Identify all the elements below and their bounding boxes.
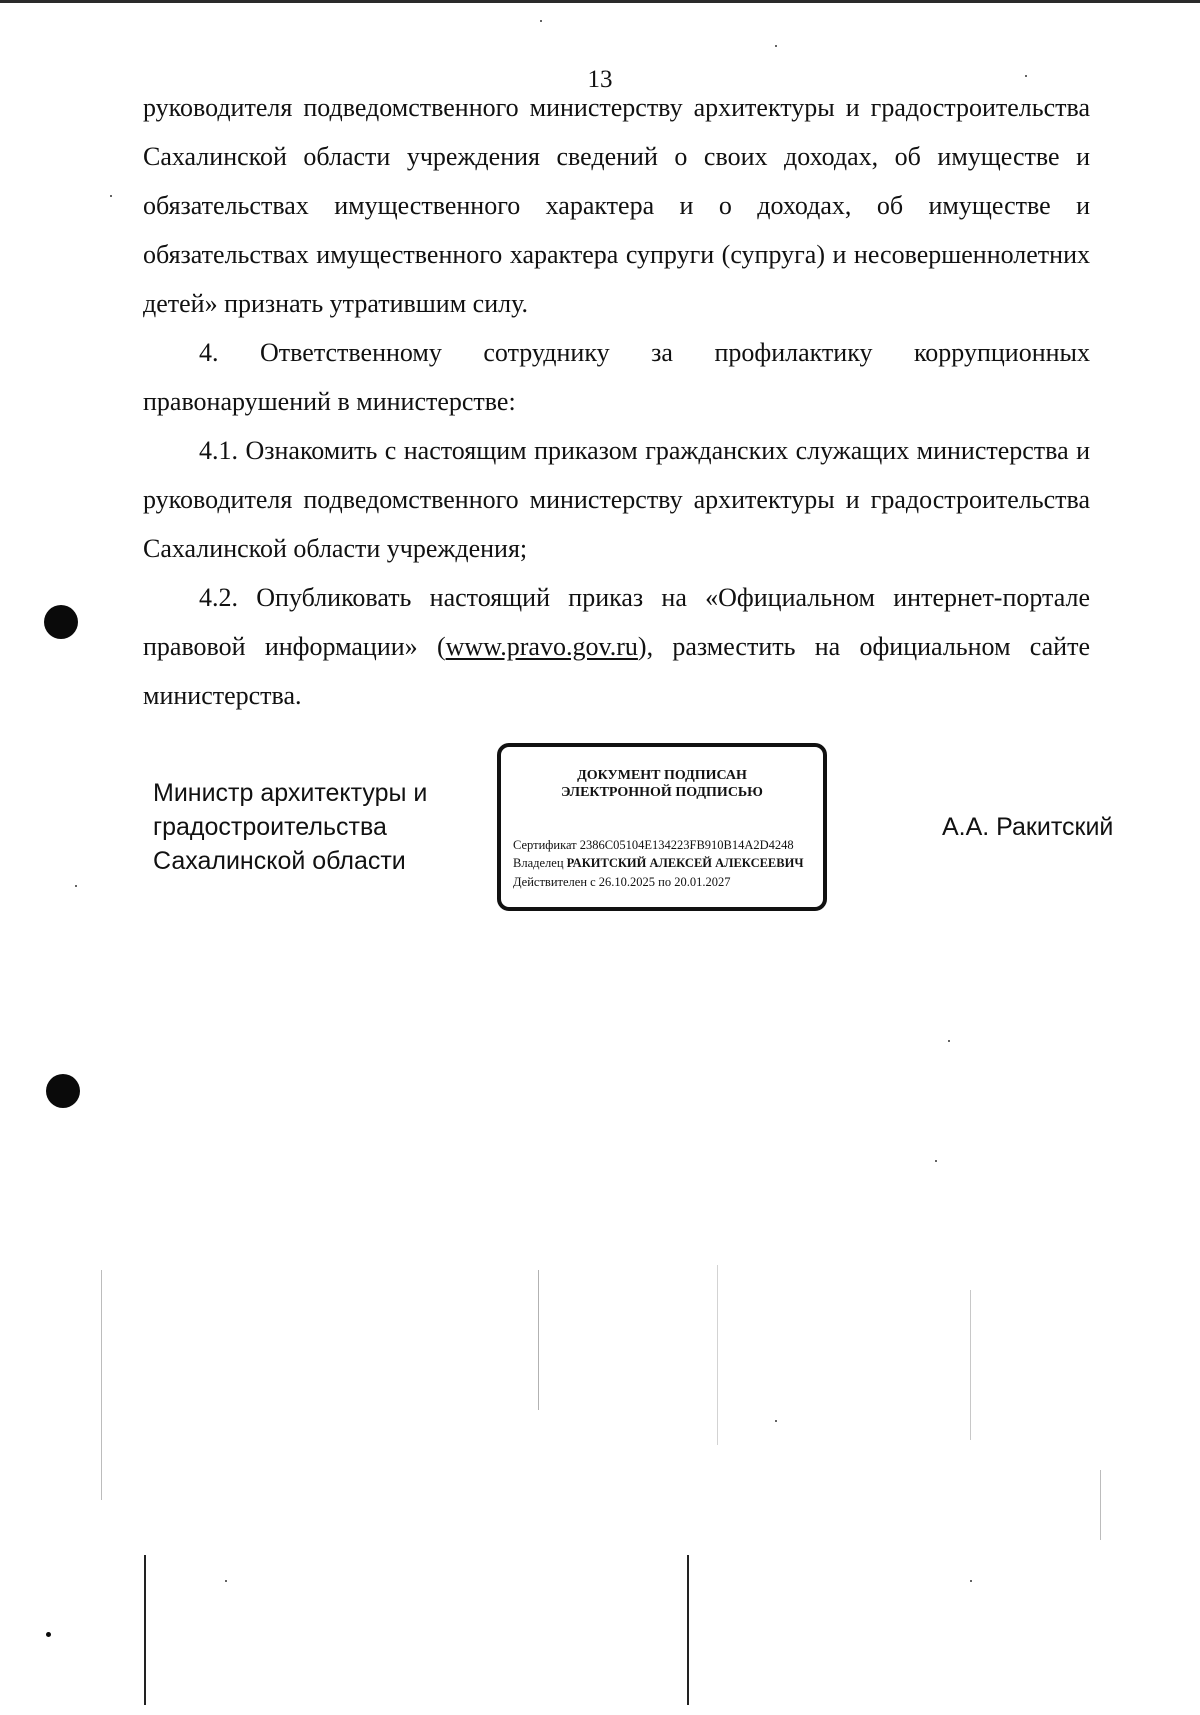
scan-artifact-line — [538, 1270, 539, 1410]
stamp-heading-line: ЭЛЕКТРОННОЙ ПОДПИСЬЮ — [561, 785, 763, 800]
scan-speck — [775, 1420, 777, 1422]
paragraph-item-4: 4. Ответственному сотруднику за профилактику коррупционных правонарушений в министерстве: — [143, 338, 1090, 416]
punch-hole-mark — [46, 1074, 80, 1108]
scan-artifact-line — [101, 1270, 102, 1500]
signer-title-line: Сахалинской области — [153, 847, 406, 875]
scan-speck — [225, 1580, 227, 1582]
stamp-owner-value: РАКИТСКИЙ АЛЕКСЕЙ АЛЕКСЕЕВИЧ — [566, 856, 804, 870]
scan-artifact-line — [970, 1290, 971, 1440]
stamp-certificate-row — [513, 838, 794, 853]
stamp-owner-row — [513, 856, 804, 871]
scan-speck — [540, 20, 542, 22]
stamp-heading-line: ДОКУМЕНТ ПОДПИСАН — [577, 768, 747, 783]
stamp-heading — [501, 767, 823, 801]
scan-speck — [775, 45, 777, 47]
scan-speck — [935, 1160, 937, 1162]
scan-artifact-line — [717, 1265, 718, 1445]
signer-title — [153, 776, 483, 878]
scan-speck — [110, 195, 112, 197]
scan-speck — [948, 1040, 950, 1042]
signer-title-line: Министр архитектуры и — [153, 779, 428, 807]
item-4-2-text-after: ), разместить на официальном сайте министерства. — [143, 632, 1091, 710]
scan-speck — [1025, 75, 1027, 77]
stamp-owner-label: Владелец — [513, 856, 564, 870]
scan-artifact-line — [144, 1555, 146, 1705]
scan-artifact-line — [1100, 1470, 1101, 1540]
document-body — [143, 83, 1090, 720]
signer-name: А.А. Ракитский — [942, 813, 1114, 841]
pravo-gov-link[interactable]: www.pravo.gov.ru — [445, 632, 638, 661]
paragraph-continuation: руководителя подведомственного министерству архитектуры и градостроительства Сахалинской области учреждения сведений о своих доходах, об имуществе и обязательствах имущественного характера и о доходах, об имуществе и обязательствах имущественного характера супруги (супруга) и несовершеннолетних детей» признать утратившим силу. — [143, 93, 1090, 318]
scan-speck — [46, 1632, 51, 1637]
scan-speck — [970, 1580, 972, 1582]
signer-title-line: градостроительства — [153, 813, 387, 841]
punch-hole-mark — [44, 605, 78, 639]
electronic-signature-stamp — [497, 743, 827, 911]
paragraph-item-4-2 — [143, 573, 1090, 720]
paragraph-item-4-1: 4.1. Ознакомить с настоящим приказом гражданских служащих министерства и руководителя подведомственного министерству архитектуры и градостроительства Сахалинской области учреждения; — [143, 436, 1090, 563]
top-border-line — [0, 0, 1200, 3]
scan-speck — [75, 885, 77, 887]
stamp-cert-label: Сертификат — [513, 838, 577, 852]
stamp-validity-row: Действителен с 26.10.2025 по 20.01.2027 — [513, 875, 731, 889]
page-number: 13 — [587, 66, 613, 93]
stamp-cert-value: 2386C05104E134223FB910B14A2D4248 — [579, 838, 794, 852]
item-4-2-text-before: 4.2. Опубликовать настоящий приказ на «Официальном интернет-портале правовой информации» ( — [143, 583, 1090, 661]
scan-artifact-line — [687, 1555, 689, 1705]
